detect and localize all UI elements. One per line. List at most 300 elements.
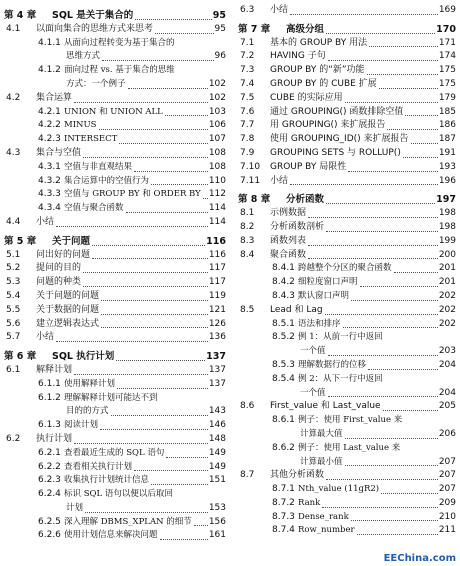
toc-number: 6.2.6 (38, 530, 61, 541)
toc-page-number: 191 (438, 147, 456, 158)
toc-title: 细粒度窗口声明 (298, 277, 358, 288)
toc-number: 4.4 (6, 216, 21, 227)
toc-page-number: 102 (208, 78, 226, 89)
toc-entry-continuation (4, 502, 226, 516)
toc-title: 以面向集合的思维方式来思考 (36, 23, 154, 34)
toc-number: 8.5.2 (272, 332, 295, 343)
toc-chapter (4, 350, 226, 364)
toc-entry (4, 106, 226, 120)
toc-page-number: 202 (438, 318, 456, 329)
toc-number: 6.2.3 (38, 475, 61, 486)
dot-leader (165, 115, 208, 116)
toc-entry (4, 23, 226, 37)
toc-number: 8.5.1 (272, 318, 295, 329)
toc-page-number: 121 (208, 304, 226, 315)
dot-leader (166, 457, 207, 458)
toc-page-number: 136 (208, 332, 226, 343)
toc-page-number: 156 (208, 516, 226, 527)
toc-number: 7.1 (240, 37, 255, 48)
toc-title: 语法和排序 (298, 318, 341, 329)
toc-number: 8.7.1 (272, 484, 295, 495)
toc-entry (238, 92, 456, 106)
dot-leader (348, 171, 438, 172)
toc-entry (238, 161, 456, 175)
toc-title: 集合运算 (36, 92, 73, 103)
dot-leader (155, 33, 214, 34)
toc-entry (238, 37, 456, 51)
toc-number: 8.6 (240, 401, 255, 412)
toc-title: 一个值 (300, 387, 326, 398)
dot-leader (135, 19, 211, 20)
toc-title: 阅读计划 (64, 420, 99, 431)
toc-page-number: 210 (438, 511, 456, 522)
dot-leader (326, 203, 435, 204)
toc-page-number: 143 (208, 406, 226, 417)
dot-leader (328, 355, 438, 356)
toc-entry (4, 433, 226, 447)
toc-title: 深入理解 DBMS_XPLAN 的细节 (64, 516, 192, 527)
toc-page-number: 151 (208, 475, 226, 486)
dot-leader (101, 327, 208, 328)
dot-leader (126, 212, 208, 213)
toc-title: 解释计划 (36, 364, 73, 375)
toc-title: 集合与空值 (36, 147, 82, 158)
toc-number: 第 4 章 (4, 10, 37, 21)
toc-entry (4, 216, 226, 230)
toc-page-number: 102 (208, 92, 226, 103)
toc-entry-continuation (4, 78, 226, 92)
toc-page-number: 187 (438, 134, 456, 145)
toc-entry (238, 133, 456, 147)
toc-number: 7.11 (240, 175, 261, 186)
toc-number: 第 8 章 (238, 194, 271, 206)
dot-leader (92, 258, 208, 259)
toc-page-number: 119 (208, 290, 226, 301)
toc-page-number: 149 (208, 461, 226, 472)
toc-number: 6.2 (6, 433, 21, 444)
dot-leader (85, 512, 208, 513)
toc-title: HAVING 子句 (270, 51, 326, 62)
toc-entry (238, 207, 456, 221)
toc-number: 7.6 (240, 106, 255, 117)
toc-title: 问出好的问题 (36, 249, 91, 260)
toc-chapter (238, 23, 456, 37)
dot-leader (308, 217, 438, 218)
toc-number: 5.6 (6, 318, 21, 329)
toc-entry (4, 392, 226, 406)
toc-title: 面向过程 vs. 基于集合的思维 (64, 65, 175, 76)
toc-number: 4.3.4 (38, 203, 61, 214)
toc-entry (4, 92, 226, 106)
toc-page-number: 108 (208, 147, 226, 158)
toc-entry (4, 331, 226, 345)
toc-page-number: 106 (208, 120, 226, 131)
toc-title: 使用解释计划 (64, 378, 116, 389)
toc-entry (4, 276, 226, 290)
toc-page-number: 209 (438, 497, 456, 508)
toc-entry (238, 249, 456, 263)
toc-number: 第 6 章 (4, 351, 37, 363)
dot-leader (322, 507, 438, 508)
dot-leader (394, 272, 438, 273)
toc-page-number: 207 (438, 456, 456, 467)
toc-number: 7.5 (240, 92, 255, 103)
dot-leader (56, 226, 208, 227)
toc-entry (238, 119, 456, 133)
toc-title: 查看最近生成的 SQL 语句 (64, 447, 165, 458)
toc-page-number: 201 (438, 277, 456, 288)
toc-entry (4, 175, 226, 189)
toc-entry (238, 359, 456, 373)
toc-title: 计算最小值 (300, 456, 343, 467)
dot-leader (101, 300, 208, 301)
toc-title: GROUP BY 的“新”功能 (270, 65, 365, 76)
toc-number: 5.2 (6, 263, 21, 274)
dot-leader (194, 525, 208, 526)
toc-entry (238, 276, 456, 290)
toc-page-number: 198 (438, 208, 456, 219)
dot-leader (83, 286, 208, 287)
toc-title: 标识 SQL 语句以便以后取回 (64, 489, 173, 500)
toc-entry (238, 331, 456, 345)
toc-title: 问题的种类 (36, 277, 82, 288)
dot-leader (74, 374, 208, 375)
toc-number: 5.5 (6, 304, 21, 315)
dot-leader (328, 60, 438, 61)
toc-title: 通过 GROUPING() 函数排除空值 (270, 106, 404, 117)
toc-title: 例子：使用 First_value 来 (298, 415, 403, 426)
toc-number: 8.6.1 (272, 415, 295, 426)
toc-page-number: 198 (438, 221, 456, 232)
toc-entry (238, 64, 456, 78)
dot-leader (83, 272, 208, 273)
toc-page-number: 103 (208, 106, 226, 117)
toc-entry (238, 442, 456, 456)
toc-page-number: 186 (438, 120, 456, 131)
toc-page-number: 169 (438, 5, 456, 15)
toc-entry (4, 378, 226, 392)
toc-entry (238, 106, 456, 120)
dot-leader (116, 360, 205, 361)
dot-leader (117, 388, 208, 389)
toc-number: 8.5.4 (272, 373, 295, 384)
dot-leader (345, 438, 438, 439)
toc-number: 4.1.2 (38, 65, 61, 76)
toc-number: 4.2.3 (38, 134, 61, 145)
dot-leader (360, 286, 438, 287)
toc-number: 6.2.5 (38, 516, 61, 527)
toc-entry (4, 516, 226, 530)
toc-page-number: 175 (438, 78, 456, 89)
toc-right-column (238, 4, 456, 538)
dot-leader (102, 60, 214, 61)
watermark: EEChina.com (383, 553, 456, 564)
toc-number: 4.1 (6, 23, 21, 34)
toc-number: 4.1.1 (38, 37, 61, 48)
dot-leader (111, 415, 208, 416)
dot-leader (56, 341, 208, 342)
dot-leader (367, 74, 438, 75)
toc-number: 8.6.2 (272, 442, 295, 453)
toc-chapter (4, 235, 226, 249)
dot-leader (387, 129, 437, 130)
toc-title: First_value 和 Last_value (270, 401, 381, 412)
toc-title: 一个值 (300, 346, 326, 357)
toc-entry (238, 221, 456, 235)
toc-entry (4, 461, 226, 475)
toc-title: 建立逻辑表达式 (36, 318, 100, 329)
dot-leader (411, 143, 438, 144)
toc-entry-continuation (238, 345, 456, 359)
toc-page-number: 206 (438, 428, 456, 439)
toc-page-number: 116 (206, 235, 226, 247)
toc-number: 第 7 章 (238, 23, 271, 35)
toc-title: 理解解释计划可能达不到 (64, 392, 158, 403)
dot-leader (328, 396, 438, 397)
toc-entry-continuation (238, 428, 456, 442)
toc-number: 8.4.1 (272, 263, 295, 274)
toc-page-number: 161 (208, 530, 226, 541)
toc-page-number: 200 (438, 249, 456, 260)
dot-leader (308, 245, 438, 246)
toc-title: SQL 执行计划 (52, 351, 115, 363)
toc-page-number: 112 (208, 189, 226, 200)
toc-title: 例 2：从下一行中返回 (298, 373, 383, 384)
toc-page-number: 201 (438, 263, 456, 274)
toc-title: Dense_rank (298, 511, 349, 522)
dot-leader (351, 300, 438, 301)
dot-leader (74, 102, 208, 103)
toc-number: 6.2.1 (38, 447, 61, 458)
toc-page-number: 203 (438, 346, 456, 357)
toc-title: GROUPING SETS 与 ROLLUP() (270, 147, 401, 158)
toc-number: 第 5 章 (4, 235, 37, 247)
toc-page-number: 175 (438, 65, 456, 76)
toc-title: Rank (298, 497, 321, 508)
toc-number: 8.1 (240, 208, 255, 219)
dot-leader (345, 102, 438, 103)
toc-number: 6.1.3 (38, 420, 61, 431)
dot-leader (100, 429, 208, 430)
toc-page-number: 153 (208, 502, 226, 513)
toc-title: 示例数据 (270, 208, 307, 219)
toc-page-number: 107 (208, 134, 226, 145)
toc-number: 8.4.3 (272, 290, 295, 301)
toc-title: 小结 (36, 216, 55, 227)
toc-title: 收集执行计划统计信息 (64, 475, 150, 486)
dot-leader (345, 465, 438, 466)
dot-leader (343, 327, 438, 328)
toc-page-number: 146 (208, 420, 226, 431)
toc-page-number: 174 (438, 51, 456, 62)
toc-page-number: 137 (208, 378, 226, 389)
toc-number: 4.2.2 (38, 120, 61, 131)
toc-entry (238, 147, 456, 161)
toc-entry (4, 262, 226, 276)
dot-leader (290, 14, 438, 15)
toc-title: SQL 是关于集合的 (52, 10, 134, 21)
toc-entry (238, 304, 456, 318)
dot-leader (99, 129, 208, 130)
toc-entry (4, 147, 226, 161)
toc-title: 提问的目的 (36, 263, 82, 274)
toc-entry (4, 364, 226, 378)
toc-number: 6.2.2 (38, 461, 61, 472)
toc-title: GROUP BY 的 CUBE 扩展 (270, 78, 377, 89)
toc-page-number: 117 (208, 277, 226, 288)
toc-page-number: 207 (438, 484, 456, 495)
toc-number: 5.1 (6, 249, 21, 260)
toc-title: CUBE 的实际应用 (270, 92, 343, 103)
toc-number: 7.8 (240, 134, 255, 145)
toc-page-number: 114 (208, 203, 226, 214)
toc-left-column (4, 4, 226, 543)
toc-number: 4.2.1 (38, 106, 61, 117)
toc-chapter (4, 9, 226, 23)
dot-leader (383, 410, 438, 411)
toc-entry (4, 202, 226, 216)
toc-entry (238, 373, 456, 387)
toc-page-number: 148 (208, 433, 226, 444)
toc-entry (238, 50, 456, 64)
toc-entry (238, 262, 456, 276)
toc-entry (238, 511, 456, 525)
toc-title: 聚合函数 (270, 249, 307, 260)
toc-entry (4, 419, 226, 433)
toc-entry-continuation (4, 50, 226, 64)
toc-entry (238, 469, 456, 483)
toc-number: 4.2 (6, 92, 21, 103)
dot-leader (308, 258, 438, 259)
toc-entry (4, 161, 226, 175)
toc-number: 4.3.1 (38, 161, 61, 172)
toc-number: 8.2 (240, 221, 255, 232)
toc-number: 8.7.3 (272, 511, 295, 522)
toc-page-number: 202 (438, 304, 456, 315)
toc-number: 4.3.3 (38, 189, 61, 200)
toc-title: Row_number (298, 525, 355, 536)
toc-page-number: 207 (438, 470, 456, 481)
toc-title: 集合运算中的空值行为 (64, 175, 150, 186)
toc-title: 分析函数 (286, 194, 325, 206)
dot-leader (134, 470, 208, 471)
toc-page-number: 96 (214, 51, 226, 62)
dot-leader (74, 443, 208, 444)
dot-leader (128, 88, 208, 89)
toc-page-number: 199 (438, 235, 456, 246)
toc-page-number: 114 (208, 216, 226, 227)
toc-page-number: 185 (438, 106, 456, 117)
toc-page-number: 95 (212, 10, 226, 21)
toc-entry (238, 497, 456, 511)
toc-number: 5.3 (6, 277, 21, 288)
dot-leader (134, 171, 208, 172)
toc-page-number: 202 (438, 290, 456, 301)
toc-entry (4, 304, 226, 318)
toc-title: 关于数据的问题 (36, 304, 100, 315)
toc-number: 7.7 (240, 120, 255, 131)
toc-title: GROUP BY 局限性 (270, 161, 347, 172)
toc-chapter (238, 193, 456, 207)
toc-number: 8.3 (240, 235, 255, 246)
dot-leader (381, 493, 438, 494)
toc-entry (238, 400, 456, 414)
toc-title: 空值与 GROUP BY 和 ORDER BY (64, 189, 201, 200)
toc-title: 使用 GROUPING_ID() 来扩展报告 (270, 134, 409, 145)
toc-entry (4, 447, 226, 461)
toc-title: 高级分组 (286, 23, 325, 35)
dot-leader (92, 245, 205, 246)
toc-title: 其他分析函数 (270, 470, 325, 481)
toc-title: 从面向过程转变为基于集合的 (64, 37, 175, 48)
toc-title: 计算最大值 (300, 428, 343, 439)
toc-title: 查看相关执行计划 (64, 461, 133, 472)
toc-number: 7.4 (240, 78, 255, 89)
toc-number: 8.7.4 (272, 525, 295, 536)
toc-title: 例子：使用 Last_value 来 (298, 442, 401, 453)
dot-leader (379, 88, 438, 89)
toc-number: 4.3 (6, 147, 21, 158)
toc-entry (238, 318, 456, 332)
toc-title: 小结 (270, 175, 289, 186)
toc-entry (4, 318, 226, 332)
toc-title: 思维方式 (66, 51, 101, 62)
toc-title: 空值与非直观结果 (64, 161, 133, 172)
toc-entry (238, 235, 456, 249)
toc-title: 关于问题的问题 (36, 290, 100, 301)
toc-page-number: 193 (438, 161, 456, 172)
dot-leader (405, 115, 437, 116)
toc-title: 方式：一个例子 (66, 78, 126, 89)
toc-page-number: 179 (438, 92, 456, 103)
toc-title: MINUS (64, 120, 97, 131)
toc-title: 用 GROUPING() 来扩展报告 (270, 120, 386, 131)
toc-title: 分析函数剖析 (270, 221, 325, 232)
toc-number: 7.10 (240, 161, 261, 172)
toc-page-number: 116 (208, 249, 226, 260)
toc-number: 5.7 (6, 332, 21, 343)
toc-title: 执行计划 (36, 433, 73, 444)
toc-title: 关于问题 (52, 235, 91, 247)
toc-title: 跨越整个分区的聚合函数 (298, 263, 392, 274)
toc-page-number: 204 (438, 359, 456, 370)
dot-leader (101, 314, 208, 315)
toc-page-number: 205 (438, 401, 456, 412)
dot-leader (160, 539, 208, 540)
dot-leader (326, 33, 435, 34)
toc-entry-continuation (238, 387, 456, 401)
dot-leader (357, 534, 438, 535)
dot-leader (325, 314, 438, 315)
dot-leader (203, 198, 208, 199)
toc-number: 7.3 (240, 65, 255, 76)
toc-page-number: 137 (206, 351, 226, 363)
toc-page-number: 110 (208, 175, 226, 186)
toc-entry (238, 414, 456, 428)
toc-number: 6.3 (240, 5, 255, 15)
toc-page-number: 137 (208, 364, 226, 375)
toc-title: 默认窗口声明 (298, 290, 350, 301)
dot-leader (119, 143, 208, 144)
dot-leader (368, 369, 438, 370)
dot-leader (83, 157, 208, 158)
toc-entry (4, 37, 226, 51)
toc-title: Nth_value (11gR2) (298, 484, 380, 495)
toc-page-number: 95 (214, 23, 226, 34)
toc-page-number: 117 (208, 263, 226, 274)
toc-title: INTERSECT (64, 134, 118, 145)
toc-entry-continuation (4, 405, 226, 419)
